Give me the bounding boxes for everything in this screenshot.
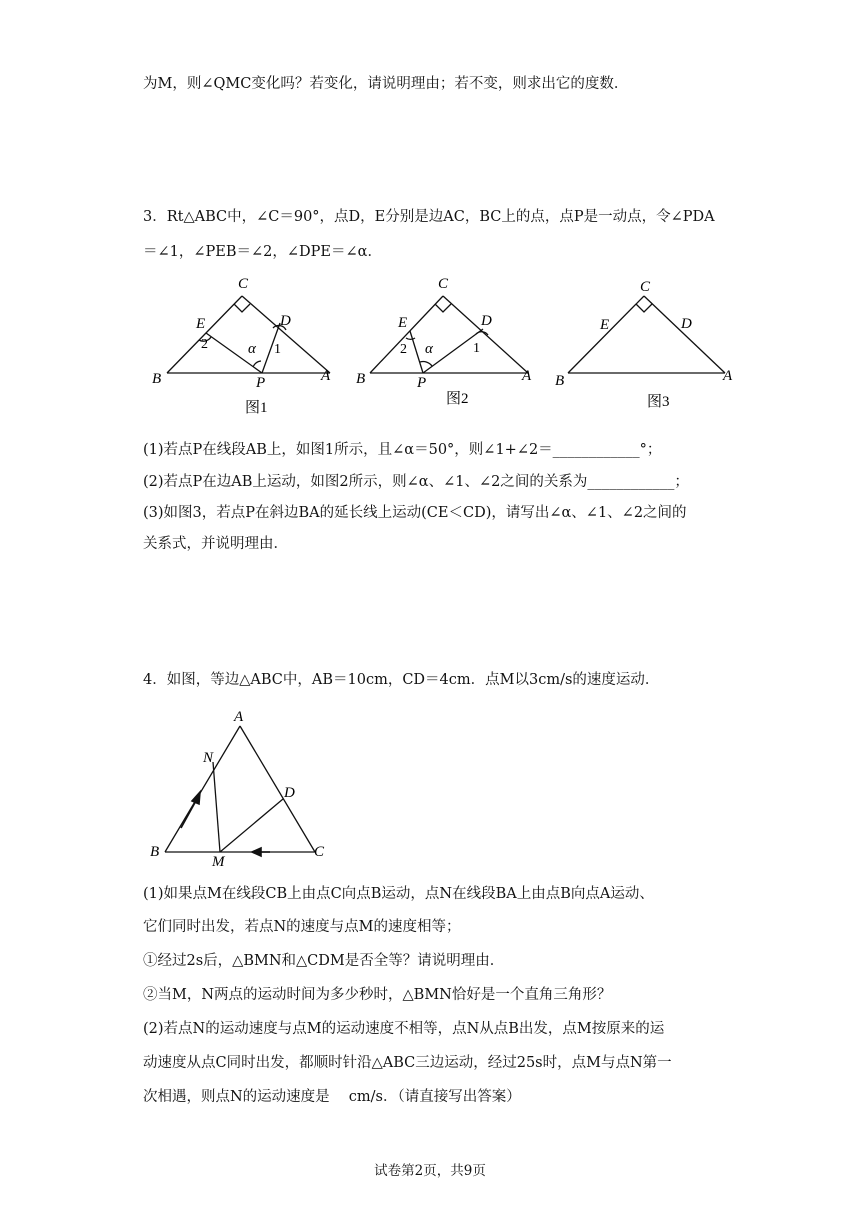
q3-figure-2 xyxy=(353,272,543,412)
q3-figure-1 xyxy=(150,272,345,418)
fig3-label-b: B xyxy=(555,373,565,389)
q4-label-d: D xyxy=(284,785,295,801)
q4-label-m: M xyxy=(212,854,225,870)
q4-part2-line3: 次相遇，则点N的运动速度是 cm/s．（请直接写出答案） xyxy=(143,1089,521,1105)
q3-part3-line1: (3)如图3，若点P在斜边BA的延长线上运动(CE＜CD)，请写出∠α、∠1、∠2之间的 xyxy=(143,505,687,521)
fig1-angle-alpha: α xyxy=(248,341,256,357)
fig2-label-e: E xyxy=(398,315,408,331)
fig3-label-e: E xyxy=(600,317,610,333)
fig3-label-d: D xyxy=(681,316,692,332)
q3-part3-line2: 关系式，并说明理由． xyxy=(143,536,288,552)
q4-part1-item2: ②当M，N两点的运动时间为多少秒时，△BMN恰好是一个直角三角形？ xyxy=(143,987,612,1003)
q4-label-a: A xyxy=(234,709,244,725)
q3-part2: (2)若点P在边AB上运动，如图2所示，则∠α、∠1、∠2之间的关系为____________； xyxy=(143,474,689,490)
q4-stem: 4．如图，等边△ABC中，AB＝10cm，CD＝4cm．点M以3cm/s的速度运动． xyxy=(143,672,660,688)
fig1-label-b: B xyxy=(152,371,162,387)
q4-part1-line1: (1)如果点M在线段CB上由点C向点B运动，点N在线段BA上由点B向点A运动、 xyxy=(143,886,654,902)
fig1-label-d: D xyxy=(280,313,291,329)
q3-part1: (1)若点P在线段AB上，如图1所示，且∠α＝50°，则∠1+∠2＝____________°； xyxy=(143,442,662,458)
page-footer: 试卷第2页，共9页 xyxy=(374,1163,486,1179)
q4-label-n: N xyxy=(203,750,214,766)
fig1-caption: 图1 xyxy=(245,400,268,416)
q4-part2-line2: 动速度从点C同时出发，都顺时针沿△ABC三边运动，经过25s时，点M与点N第一 xyxy=(143,1055,672,1071)
fig2-angle-alpha: α xyxy=(425,341,433,357)
fig1-label-p: P xyxy=(256,375,266,391)
q2-tail-text: 为M，则∠QMC变化吗？若变化，请说明理由；若不变，则求出它的度数． xyxy=(143,76,629,92)
q4-label-c: C xyxy=(314,844,325,860)
fig2-label-b: B xyxy=(356,371,366,387)
fig1-label-a: A xyxy=(321,368,331,384)
fig3-label-a: A xyxy=(723,368,733,384)
q4-part2-line1: (2)若点N的运动速度与点M的运动速度不相等，点N从点B出发，点M按原来的运 xyxy=(143,1021,665,1037)
q3-stem-line2: ＝∠1，∠PEB＝∠2，∠DPE＝∠α． xyxy=(143,244,382,260)
fig2-label-a: A xyxy=(522,368,532,384)
q3-figure-3 xyxy=(553,272,743,418)
fig2-label-c: C xyxy=(438,276,449,292)
q3-stem-line1: 3．Rt△ABC中，∠C＝90°，点D，E分别是边AC，BC上的点，点P是一动点，令∠PDA xyxy=(143,209,715,225)
fig1-angle-1: 1 xyxy=(274,342,281,357)
fig2-label-d: D xyxy=(481,313,492,329)
q4-part1-item1: ①经过2s后，△BMN和△CDM是否全等？请说明理由． xyxy=(143,953,505,969)
fig3-caption: 图3 xyxy=(647,394,670,410)
fig1-label-e: E xyxy=(196,316,206,332)
q4-label-b: B xyxy=(150,844,160,860)
fig1-label-c: C xyxy=(238,276,249,292)
fig2-caption: 图2 xyxy=(446,391,469,407)
fig2-angle-2: 2 xyxy=(400,342,407,357)
fig3-label-c: C xyxy=(640,279,651,295)
fig2-angle-1: 1 xyxy=(473,341,480,356)
fig1-angle-2: 2 xyxy=(201,337,208,352)
fig2-label-p: P xyxy=(417,375,427,391)
q4-part1-line2: 它们同时出发，若点N的速度与点M的速度相等； xyxy=(143,919,461,935)
q4-figure xyxy=(145,704,335,874)
